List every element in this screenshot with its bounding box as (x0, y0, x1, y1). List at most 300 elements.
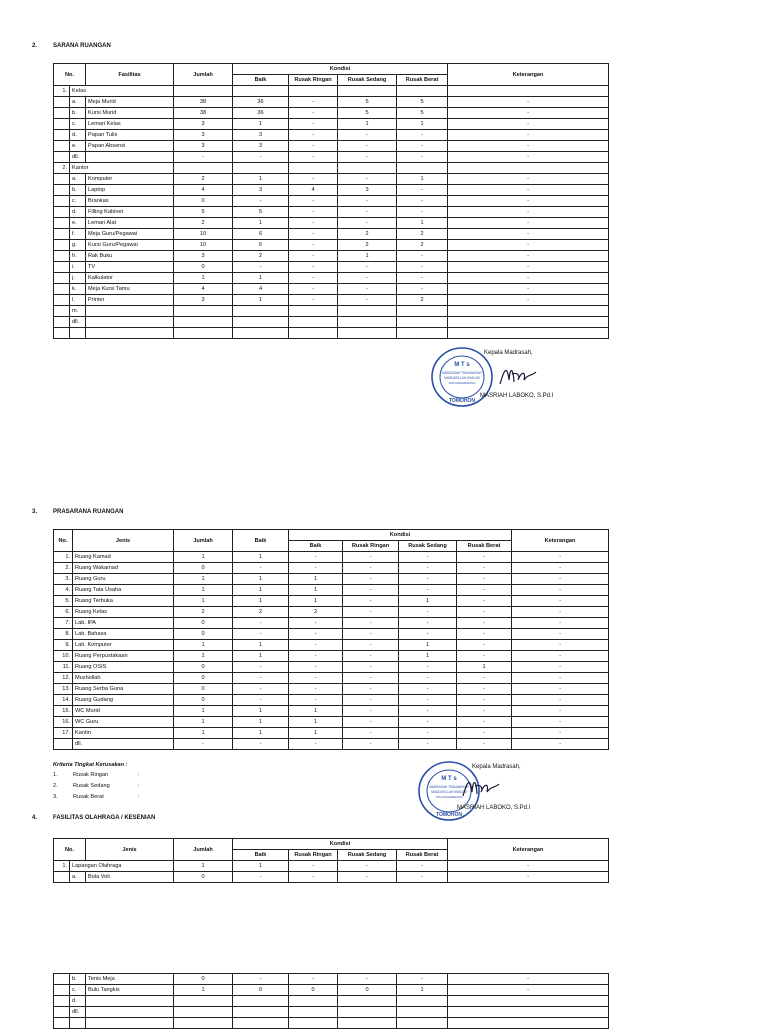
cell-berat (397, 1007, 448, 1018)
cell-berat: - (457, 739, 512, 750)
col-keterangan: Keterangan (448, 64, 609, 86)
table-row (54, 163, 609, 174)
cell-baik (233, 1007, 289, 1018)
row-item-name: Lab. Komputer (73, 640, 174, 651)
handwritten-signature (461, 772, 501, 802)
col-rusak-ringan: Rusak Ringan (343, 541, 399, 552)
cell-baik: 3 (233, 141, 289, 152)
section2-number: 2. (32, 43, 38, 49)
col-fasilitas: Fasilitas (86, 64, 174, 86)
cell-ringan: - (289, 108, 338, 119)
cell-sedang: - (338, 130, 397, 141)
cell-ringan: - (343, 673, 399, 684)
cell-jumlah (174, 317, 233, 328)
cell-ringan: - (289, 229, 338, 240)
cell-sedang: - (399, 607, 457, 618)
cell-jumlah (174, 306, 233, 317)
row-number: 8. (54, 629, 73, 640)
row-number (54, 1007, 70, 1018)
row-number: 12. (54, 673, 73, 684)
cell-jumlah: 0 (174, 196, 233, 207)
cell-baik (233, 996, 289, 1007)
row-number: 17. (54, 728, 73, 739)
cell-ket: - (448, 152, 609, 163)
row-number: 1. (54, 552, 73, 563)
cell-baik_col: - (233, 563, 289, 574)
table-row (54, 185, 609, 196)
cell-ringan: - (343, 739, 399, 750)
cell-berat (397, 996, 448, 1007)
cell-baik (233, 1018, 289, 1029)
col-rusak-sedang: Rusak Sedang (399, 541, 457, 552)
cell-ket: - (448, 284, 609, 295)
cell-ringan (289, 317, 338, 328)
cell-ket (448, 328, 609, 339)
cell-baik: 1 (233, 119, 289, 130)
cell-ringan: - (343, 574, 399, 585)
col-jumlah: Jumlah (174, 64, 233, 86)
cell-sedang: 2 (338, 229, 397, 240)
cell-berat (397, 328, 448, 339)
cell-baik: 3 (233, 130, 289, 141)
table-row (54, 262, 609, 273)
cell-ringan: - (289, 141, 338, 152)
cell-baik: - (289, 684, 343, 695)
cell-baik: 6 (233, 240, 289, 251)
cell-ringan: - (343, 695, 399, 706)
table-row (54, 141, 609, 152)
cell-berat: - (457, 684, 512, 695)
cell-ringan: - (343, 662, 399, 673)
row-sub-letter: dll. (70, 152, 86, 163)
row-sub-letter: j. (70, 273, 86, 284)
cell-baik: 1 (289, 728, 343, 739)
cell-baik: - (289, 618, 343, 629)
cell-jumlah: 1 (174, 273, 233, 284)
row-number (54, 251, 70, 262)
cell-ket: - (448, 119, 609, 130)
cell-ringan: - (289, 861, 338, 872)
row-sub-letter: a. (70, 174, 86, 185)
section3-title: PRASARANA RUANGAN (53, 509, 124, 515)
cell-berat: - (397, 196, 448, 207)
cell-baik_col: 1 (233, 651, 289, 662)
cell-baik: - (233, 152, 289, 163)
cell-berat: 2 (397, 229, 448, 240)
cell-ringan (289, 328, 338, 339)
row-item-name: Brankas (86, 196, 174, 207)
cell-ket: - (448, 974, 609, 985)
row-sub-letter: b. (70, 185, 86, 196)
cell-jumlah: 1 (174, 596, 233, 607)
cell-ringan: - (289, 273, 338, 284)
cell-sedang: - (338, 861, 397, 872)
cell-sedang: - (399, 695, 457, 706)
row-number (54, 1018, 70, 1029)
table-row (54, 985, 609, 996)
row-sub-letter: a. (70, 872, 86, 883)
cell-jumlah: 4 (174, 185, 233, 196)
cell-sedang: 5 (338, 108, 397, 119)
table-row (54, 284, 609, 295)
table-row (54, 317, 609, 328)
cell-sedang: - (338, 218, 397, 229)
cell-baik_col: 1 (233, 552, 289, 563)
cell-jumlah: 0 (174, 629, 233, 640)
cell-ringan: - (289, 262, 338, 273)
signature-title: Kepala Madrasah, (484, 350, 533, 356)
row-number (54, 108, 70, 119)
cell-ringan: - (343, 728, 399, 739)
table-row (54, 651, 609, 662)
cell-berat: - (457, 651, 512, 662)
cell-ket: - (448, 229, 609, 240)
row-sub-letter: d. (70, 996, 86, 1007)
cell-jumlah: 3 (174, 130, 233, 141)
sarana-ruangan-table (53, 63, 609, 339)
table-row (54, 119, 609, 130)
stamp-top: M T s (441, 776, 457, 782)
stamp-bottom: TOMOHON (448, 398, 476, 404)
cell-baik: 1 (233, 174, 289, 185)
row-number: 6. (54, 607, 73, 618)
row-item-name: Ruang Wakamad (73, 563, 174, 574)
cell-sedang: - (338, 152, 397, 163)
cell-berat (397, 163, 448, 174)
row-number (54, 152, 70, 163)
row-item-name (86, 306, 174, 317)
cell-ket (448, 1018, 609, 1029)
cell-baik: 1 (233, 295, 289, 306)
row-number: 2. (54, 563, 73, 574)
row-item-name (86, 152, 174, 163)
cell-berat: - (457, 563, 512, 574)
cell-ket: - (512, 695, 609, 706)
cell-jumlah: 0 (174, 563, 233, 574)
col-rusak-sedang: Rusak Sedang (338, 75, 397, 86)
cell-baik: - (289, 563, 343, 574)
cell-sedang: - (338, 872, 397, 883)
cell-jumlah: 2 (174, 174, 233, 185)
cell-jumlah: 38 (174, 108, 233, 119)
col-rusak-berat: Rusak Berat (457, 541, 512, 552)
cell-ringan: - (343, 585, 399, 596)
signature-block (417, 760, 557, 824)
row-number (54, 328, 70, 339)
cell-ket: - (512, 673, 609, 684)
cell-baik_col: - (233, 629, 289, 640)
row-item-name: Ruang Gudang (73, 695, 174, 706)
row-sub-letter: b. (70, 974, 86, 985)
cell-sedang: - (399, 574, 457, 585)
stamp-line3: TANJUNGMENANG (448, 381, 476, 385)
cell-sedang: 1 (399, 651, 457, 662)
cell-sedang: - (338, 974, 397, 985)
cell-jumlah: 0 (174, 662, 233, 673)
row-number: 2. (54, 163, 70, 174)
table-row (54, 563, 609, 574)
row-number (54, 174, 70, 185)
row-sub-letter: l. (70, 295, 86, 306)
cell-berat: - (457, 706, 512, 717)
col-rusak-ringan: Rusak Ringan (289, 850, 338, 861)
row-item-name: Komputer (86, 174, 174, 185)
cell-ket: - (448, 141, 609, 152)
table-row (54, 629, 609, 640)
cell-ket: - (512, 596, 609, 607)
row-number (54, 240, 70, 251)
row-item-name: Bola Voli (86, 872, 174, 883)
cell-ringan (289, 86, 338, 97)
cell-baik_col: 1 (233, 728, 289, 739)
row-number (54, 996, 70, 1007)
kriteria-item: 3. Rusak Berat : (53, 794, 140, 800)
cell-baik_col: - (233, 684, 289, 695)
cell-sedang: - (399, 728, 457, 739)
table-row (54, 1018, 609, 1029)
cell-baik_col: - (233, 662, 289, 673)
cell-jumlah (174, 1007, 233, 1018)
kriteria-list (53, 772, 173, 805)
table-row (54, 108, 609, 119)
cell-baik: 5 (233, 207, 289, 218)
cell-sedang (338, 1007, 397, 1018)
row-number (54, 229, 70, 240)
row-sub-letter: k. (70, 284, 86, 295)
row-number (54, 284, 70, 295)
cell-ringan: - (289, 196, 338, 207)
cell-ket (448, 1007, 609, 1018)
cell-sedang: - (399, 684, 457, 695)
cell-jumlah: 1 (174, 640, 233, 651)
cell-ket: - (448, 207, 609, 218)
row-group-label: Kelas (70, 86, 174, 97)
cell-ket: - (448, 262, 609, 273)
cell-berat: - (397, 130, 448, 141)
cell-ringan: - (343, 618, 399, 629)
cell-sedang: - (338, 196, 397, 207)
cell-jumlah: 2 (174, 607, 233, 618)
table-row (54, 130, 609, 141)
row-number: 11. (54, 662, 73, 673)
row-number (54, 262, 70, 273)
row-number: 15. (54, 706, 73, 717)
cell-ringan: - (289, 207, 338, 218)
table-row (54, 728, 609, 739)
row-item-name: Printer (86, 295, 174, 306)
cell-sedang: 1 (399, 640, 457, 651)
table-row (54, 97, 609, 108)
cell-jumlah: 0 (174, 872, 233, 883)
cell-baik: - (289, 695, 343, 706)
col-no: No. (54, 530, 73, 552)
cell-ket: - (512, 607, 609, 618)
cell-jumlah (174, 1018, 233, 1029)
cell-baik_col: - (233, 739, 289, 750)
cell-ket: - (512, 552, 609, 563)
cell-berat: 1 (457, 662, 512, 673)
row-sub-letter: c. (70, 196, 86, 207)
cell-baik_col: 2 (233, 607, 289, 618)
cell-ket: - (512, 651, 609, 662)
cell-ket: - (512, 684, 609, 695)
row-number (54, 317, 70, 328)
cell-baik: - (289, 640, 343, 651)
table-row (54, 295, 609, 306)
table-row (54, 695, 609, 706)
cell-sedang: - (399, 717, 457, 728)
col-rusak-sedang: Rusak Sedang (338, 850, 397, 861)
row-number: 4. (54, 585, 73, 596)
col-baik: Baik (289, 541, 343, 552)
cell-ringan: - (289, 872, 338, 883)
cell-berat: - (457, 574, 512, 585)
fasilitas-olahraga-body-continued (54, 974, 609, 1029)
cell-sedang: - (338, 295, 397, 306)
cell-ringan: - (289, 251, 338, 262)
stamp-line2: MADDATILLAH KIMLOM (444, 376, 480, 380)
cell-berat: - (457, 728, 512, 739)
cell-berat: - (397, 251, 448, 262)
cell-jumlah: 4 (174, 284, 233, 295)
cell-ket: - (512, 739, 609, 750)
row-item-name: TV (86, 262, 174, 273)
cell-ket: - (512, 574, 609, 585)
cell-ringan: - (343, 607, 399, 618)
cell-ket: - (512, 662, 609, 673)
row-number (54, 185, 70, 196)
row-number: 10. (54, 651, 73, 662)
cell-sedang: - (338, 141, 397, 152)
cell-berat: 2 (397, 295, 448, 306)
col-jumlah: Jumlah (174, 530, 233, 552)
cell-sedang (338, 1018, 397, 1029)
cell-jumlah: - (174, 152, 233, 163)
cell-ket: - (512, 585, 609, 596)
cell-ket: - (448, 295, 609, 306)
row-item-name: Bulu Tangkis (86, 985, 174, 996)
cell-berat (397, 1018, 448, 1029)
cell-ringan: - (289, 295, 338, 306)
cell-berat: - (457, 585, 512, 596)
cell-sedang (338, 163, 397, 174)
cell-sedang: - (338, 207, 397, 218)
row-number (54, 739, 73, 750)
row-number: 7. (54, 618, 73, 629)
cell-baik: 1 (289, 717, 343, 728)
cell-berat: 1 (397, 119, 448, 130)
cell-ringan (289, 1007, 338, 1018)
table-row (54, 607, 609, 618)
row-sub-letter (70, 1018, 86, 1029)
table-row (54, 86, 609, 97)
prasarana-ruangan-table (53, 529, 609, 750)
cell-ket: - (448, 108, 609, 119)
row-item-name: Ruang Tata Usaha (73, 585, 174, 596)
stamp-bottom: TOMOHON (435, 812, 463, 818)
cell-ket (448, 306, 609, 317)
cell-baik: - (233, 262, 289, 273)
cell-baik: 3 (233, 185, 289, 196)
cell-baik: - (289, 552, 343, 563)
cell-jumlah: 1 (174, 717, 233, 728)
cell-berat: - (457, 552, 512, 563)
cell-baik: - (289, 739, 343, 750)
cell-ringan: - (289, 119, 338, 130)
cell-sedang: 5 (338, 97, 397, 108)
cell-ringan: - (343, 629, 399, 640)
cell-jumlah: 1 (174, 552, 233, 563)
cell-sedang (338, 328, 397, 339)
row-item-name: dll. (73, 739, 174, 750)
cell-ket: - (512, 563, 609, 574)
cell-berat: - (457, 640, 512, 651)
cell-baik_col: 1 (233, 596, 289, 607)
table-row (54, 861, 609, 872)
row-item-name: Lemari Alat (86, 218, 174, 229)
cell-baik: 1 (233, 218, 289, 229)
cell-berat: - (397, 273, 448, 284)
table-row (54, 218, 609, 229)
cell-baik_col: 1 (233, 574, 289, 585)
cell-ringan: - (343, 640, 399, 651)
cell-baik_col: 1 (233, 585, 289, 596)
row-item-name: Ruang Kamad (73, 552, 174, 563)
cell-jumlah (174, 163, 233, 174)
cell-berat: - (457, 618, 512, 629)
cell-ringan: - (289, 284, 338, 295)
cell-ket: - (512, 618, 609, 629)
table-row (54, 306, 609, 317)
cell-berat: - (457, 673, 512, 684)
row-item-name: Kursi Murid (86, 108, 174, 119)
table-row (54, 585, 609, 596)
cell-ringan: - (343, 684, 399, 695)
cell-ket: - (448, 861, 609, 872)
cell-berat: 2 (397, 240, 448, 251)
cell-berat: - (397, 262, 448, 273)
row-sub-letter: dll. (70, 1007, 86, 1018)
table-row (54, 662, 609, 673)
cell-baik (233, 317, 289, 328)
cell-baik_col: - (233, 673, 289, 684)
cell-berat: 1 (397, 174, 448, 185)
handwritten-signature (498, 360, 538, 390)
cell-ket: - (512, 629, 609, 640)
row-number (54, 207, 70, 218)
cell-baik (233, 328, 289, 339)
fasilitas-olahraga-table-continued (53, 973, 609, 1029)
cell-berat (397, 86, 448, 97)
cell-jumlah: 0 (174, 695, 233, 706)
row-sub-letter: a. (70, 97, 86, 108)
row-sub-letter: m. (70, 306, 86, 317)
cell-jumlah: 10 (174, 229, 233, 240)
cell-sedang (338, 996, 397, 1007)
row-number (54, 97, 70, 108)
row-number: 13. (54, 684, 73, 695)
row-sub-letter: h. (70, 251, 86, 262)
cell-baik: 6 (233, 229, 289, 240)
cell-jumlah: 1 (174, 728, 233, 739)
cell-baik: 1 (289, 574, 343, 585)
row-item-name (86, 317, 174, 328)
cell-ringan (289, 306, 338, 317)
cell-sedang: - (399, 739, 457, 750)
cell-baik: 1 (289, 706, 343, 717)
row-item-name (86, 1018, 174, 1029)
row-number (54, 130, 70, 141)
